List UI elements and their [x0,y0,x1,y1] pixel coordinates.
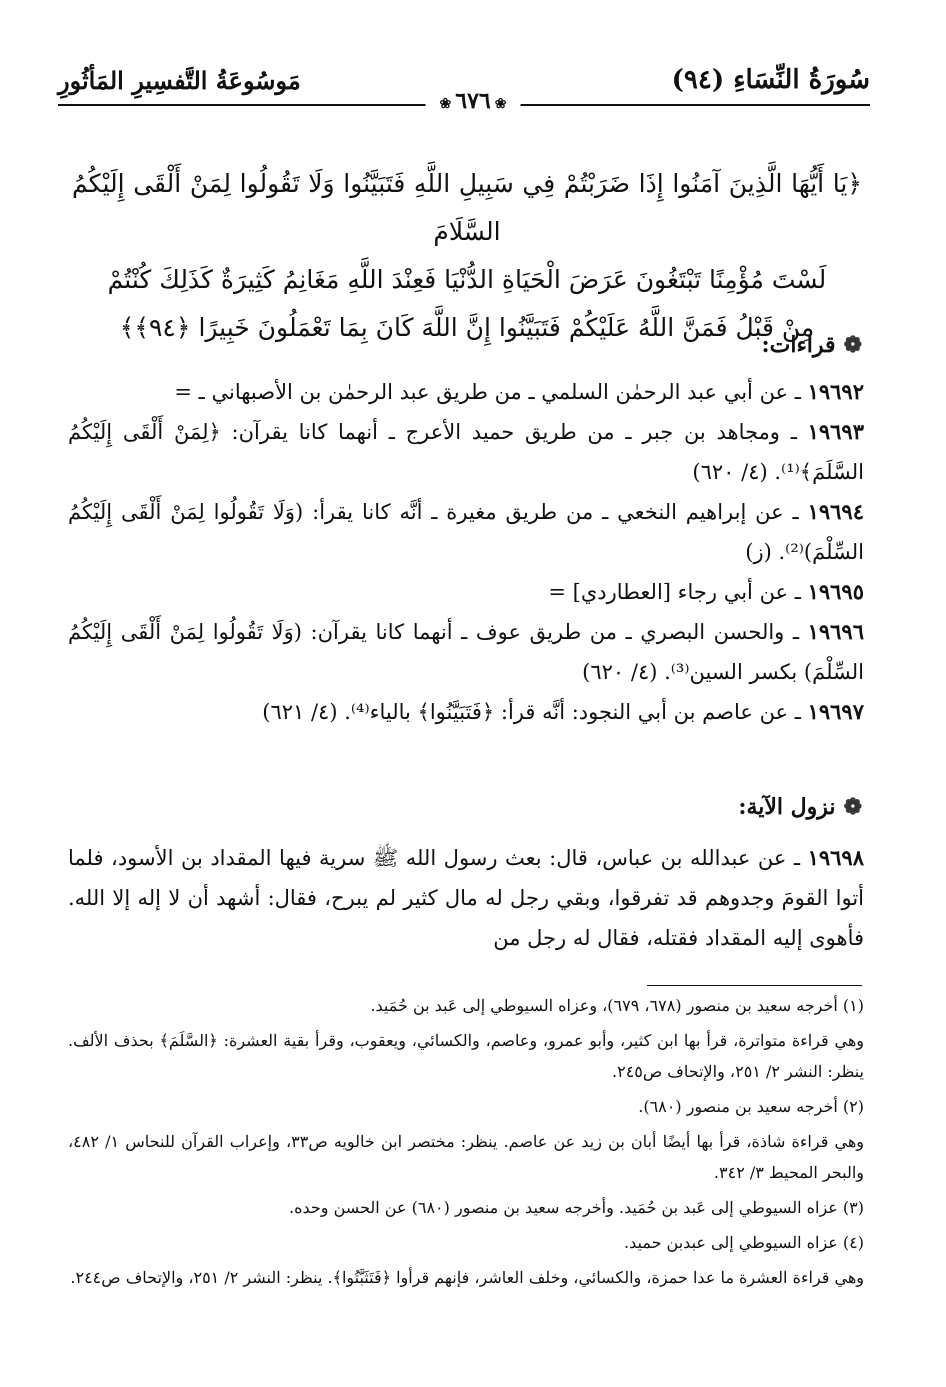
list-item [68,372,864,412]
footnote: (٣) عزاه السيوطي إلى عَبد بن حُمَيد. وأخرجه سعيد بن منصور (٦٨٠) عن الحسن وحده. [289,1198,864,1217]
page-number [426,88,521,114]
quran-verse [72,160,862,352]
verse-line: ﴿يَا أَيُّهَا الَّذِينَ آمَنُوا إِذَا ضَرَبْتُمْ فِي سَبِيلِ اللَّهِ فَتَبَيَّنُوا وَلَا تَقُولُوا لِمَنْ أَلْقَى إِلَيْكُمُ السَّلَامَ [72,169,862,246]
narration-number: ١٩٦٩٤ [807,499,864,524]
narration-number: ١٩٦٩٢ [807,379,864,404]
footnote-divider [647,985,862,986]
ornament-icon: ❀ [439,96,452,112]
list-item [68,692,864,732]
narration-text: ـ عن عبدالله بن عباس، قال: بعث رسول الله ﷺ سرية فيها المقداد بن الأسود، فلما أتوا القومَ وجدوهم قد تفرقوا، وبقي رجل له مال كثير لم يبرح، فقال: أشهد أن لا إله إلا الله. فأهوى إليه المقداد فقتله، فقال له رجل من [68,846,864,950]
narration-number: ١٩٦٩٨ [807,845,864,870]
narration-text: ـ عن عاصم بن أبي النجود: أنَّه قرأ: ﴿فَتَبَيَّنُوا﴾ بالياء⁽⁴⁾. (٤/ ٦٢١) [262,700,808,724]
list-item [68,492,864,572]
narration-number: ١٩٦٩٣ [807,419,864,444]
narration-number: ١٩٦٩٦ [807,619,864,644]
narration-number: ١٩٦٩٥ [807,579,864,604]
section-heading-nuzul: ❁نزول الآية: [738,794,862,820]
footnote: (٢) أخرجه سعيد بن منصور (٦٨٠). [638,1097,864,1116]
footnote: (٤) عزاه السيوطي إلى عبدبن حميد. [624,1233,864,1252]
ornament-icon: ❀ [494,96,507,112]
list-item [68,612,864,692]
list-item [68,838,864,958]
list-item [68,572,864,612]
flower-icon: ❁ [843,794,862,820]
nuzul-list [68,838,864,958]
verse-line: لَسْتَ مُؤْمِنًا تَبْتَغُونَ عَرَضَ الْحَيَاةِ الدُّنْيَا فَعِنْدَ اللَّهِ مَغَانِمُ كَثِيرَةٌ كَذَلِكَ كُنْتُمْ [107,265,827,294]
footnote: وهي قراءة متواترة، قرأ بها ابن كثير، وأبو عمرو، وعاصم، والكسائي، ويعقوب، وقرأ بقية العشرة: ﴿السَّلَمَ﴾ بحذف الألف. ينظر: النشر ٢/ ٢٥١، والإتحاف ص٢٤٥. [68,1031,864,1081]
flower-icon: ❁ [843,332,862,358]
narration-text: ـ عن أبي رجاء [العطاردي] = [548,580,808,604]
narration-text: ـ ومجاهد بن جبر ـ من طريق حميد الأعرج ـ أنهما كانا يقرآن: ﴿لِمَنْ أَلْقَى إِلَيْكُمُ السَّلَمَ﴾⁽¹⁾. (٤/ ٦٢٠) [68,420,864,484]
section-heading-qiraat: ❁قراءات: [761,332,862,358]
surah-title: سُورَةُ النِّسَاءِ (٩٤) [671,65,870,95]
qiraat-list [68,372,864,732]
footnote: وهي قراءة شاذة، قرأ بها أيضًا أبان بن زيد عن عاصم. ينظر: مختصر ابن خالويه ص٣٣، وإعراب القرآن للنحاس ١/ ٤٨٢، والبحر المحيط ٣/ ٣٤٢. [68,1132,865,1182]
narration-text: ـ والحسن البصري ـ من طريق عوف ـ أنهما كانا يقرآن: (وَلَا تَقُولُوا لِمَنْ أَلْقَى إِلَيْكُمُ السِّلْمَ) بكسر السين⁽³⁾. (٤/ ٦٢٠) [68,620,864,684]
list-item [68,412,864,492]
verse-line: مِنْ قَبْلُ فَمَنَّ اللَّهُ عَلَيْكُمْ فَتَبَيَّنُوا إِنَّ اللَّهَ كَانَ بِمَا تَعْمَلُونَ خَبِيرًا ﴿٩٤﴾﴾ [119,313,815,342]
narration-text: ـ عن إبراهيم النخعي ـ من طريق مغيرة ـ أنَّه كانا يقرأ: (وَلَا تَقُولُوا لِمَنْ أَلْقَى إِلَيْكُمُ السِّلْمَ)⁽²⁾. (ز) [68,500,864,564]
footnote: (١) أخرجه سعيد بن منصور (٦٧٨، ٦٧٩)، وعزاه السيوطي إلى عَبد بن حُمَيد. [370,996,864,1015]
narration-text: ـ عن أبي عبد الرحمٰن السلمي ـ من طريق عبد الرحمٰن بن الأصبهاني ـ = [174,380,808,404]
book-title: مَوسُوعَةُ التَّفسِيرِ المَأثُورِ [58,65,301,95]
narration-number: ١٩٦٩٧ [807,699,864,724]
footnotes [68,990,864,1297]
page-number-text: ٦٧٦ [455,88,491,114]
footnote: وهي قراءة العشرة ما عدا حمزة، والكسائي، وخلف العاشر، فإنهم قرأوا ﴿فَتَثَبَّتُوا﴾. ينظر: النشر ٢/ ٢٥١، والإتحاف ص٢٤٤. [70,1268,864,1287]
